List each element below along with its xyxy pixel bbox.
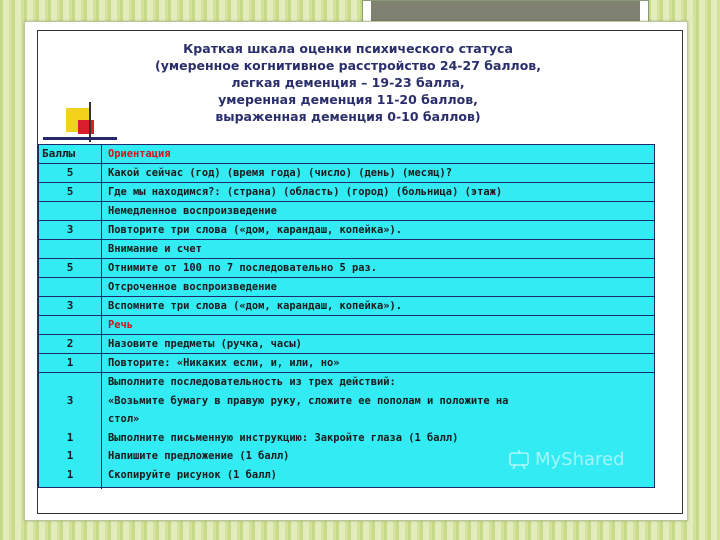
decor-red-square <box>78 120 94 134</box>
row-text: Где мы находимся?: (страна) (область) (город) (больница) (этаж) <box>108 186 503 198</box>
table-row <box>39 221 654 240</box>
block-scores <box>39 373 102 489</box>
block-line-5: Скопируйте рисунок (1 балл) <box>108 468 277 481</box>
row-text: Вспомните три слова («дом, карандаш, копейка»). <box>108 300 403 312</box>
row-score <box>39 240 102 258</box>
row-text: Повторите три слова («дом, карандаш, копейка»). <box>108 224 403 236</box>
row-score: 3 <box>39 221 102 239</box>
row-score: 3 <box>39 297 102 315</box>
row-score: 2 <box>39 335 102 353</box>
title-line-1: Краткая шкала оценки психического статуса <box>183 41 513 56</box>
title-line-5: выраженная деменция 0-10 баллов) <box>215 109 481 124</box>
table-row <box>39 278 654 297</box>
header-score: Баллы <box>39 145 102 163</box>
row-text: Назовите предметы (ручка, часы) <box>108 338 302 350</box>
row-score: 5 <box>39 164 102 182</box>
row-text: Немедленное воспроизведение <box>108 205 277 217</box>
row-score: 1 <box>39 354 102 372</box>
row-score <box>39 278 102 296</box>
row-score: 5 <box>39 259 102 277</box>
table-row <box>39 202 654 221</box>
row-text: Отнимите от 100 по 7 последовательно 5 раз. <box>108 262 377 274</box>
block-line-4: Напишите предложение (1 балл) <box>108 450 290 462</box>
row-text: Внимание и счет <box>108 243 202 255</box>
block-line-3: Выполните письменную инструкцию: Закройте глаза (1 балл) <box>108 431 459 444</box>
table-row <box>39 259 654 278</box>
row-text: Повторите: «Никаких если, и, или, но» <box>108 357 340 369</box>
row-score: 5 <box>39 183 102 201</box>
block-score-1a: 1 <box>66 430 74 444</box>
table-row <box>39 240 654 259</box>
block-score-1b: 1 <box>66 449 74 462</box>
block-line-2b: стол» <box>108 413 140 425</box>
decor-vertical-line <box>89 102 91 142</box>
block-score-3: 3 <box>66 393 74 407</box>
title-line-3: легкая деменция – 19-23 балла, <box>231 75 465 90</box>
table-row <box>39 183 654 202</box>
myshared-logo-icon <box>508 448 530 470</box>
table-header-row <box>39 145 654 164</box>
table-row <box>39 297 654 316</box>
row-text: Отсроченное воспроизведение <box>108 281 277 293</box>
row-text: Какой сейчас (год) (время года) (число) (день) (месяц)? <box>108 167 453 179</box>
header-section: Ориентация <box>108 148 171 160</box>
decor-horizontal-line <box>43 137 117 140</box>
watermark-text: MyShared <box>535 448 625 470</box>
row-score <box>39 316 102 334</box>
table-row <box>39 164 654 183</box>
table-row <box>39 335 654 354</box>
watermark <box>508 446 625 472</box>
row-score <box>39 202 102 220</box>
block-line-1: Выполните последовательность из трех действий: <box>108 376 396 388</box>
block-line-2a: «Возьмите бумагу в правую руку, сложите ее пополам и положите на <box>108 394 509 407</box>
table-row <box>39 354 654 373</box>
title-line-4: умеренная деменция 11-20 баллов, <box>218 92 478 107</box>
mmse-table <box>38 144 655 488</box>
title-line-2: (умеренное когнитивное расстройство 24-27 баллов, <box>155 58 541 73</box>
slide-title <box>108 40 588 125</box>
table-row <box>39 316 654 335</box>
block-score-1c: 1 <box>66 467 74 481</box>
row-text-section: Речь <box>108 319 134 331</box>
